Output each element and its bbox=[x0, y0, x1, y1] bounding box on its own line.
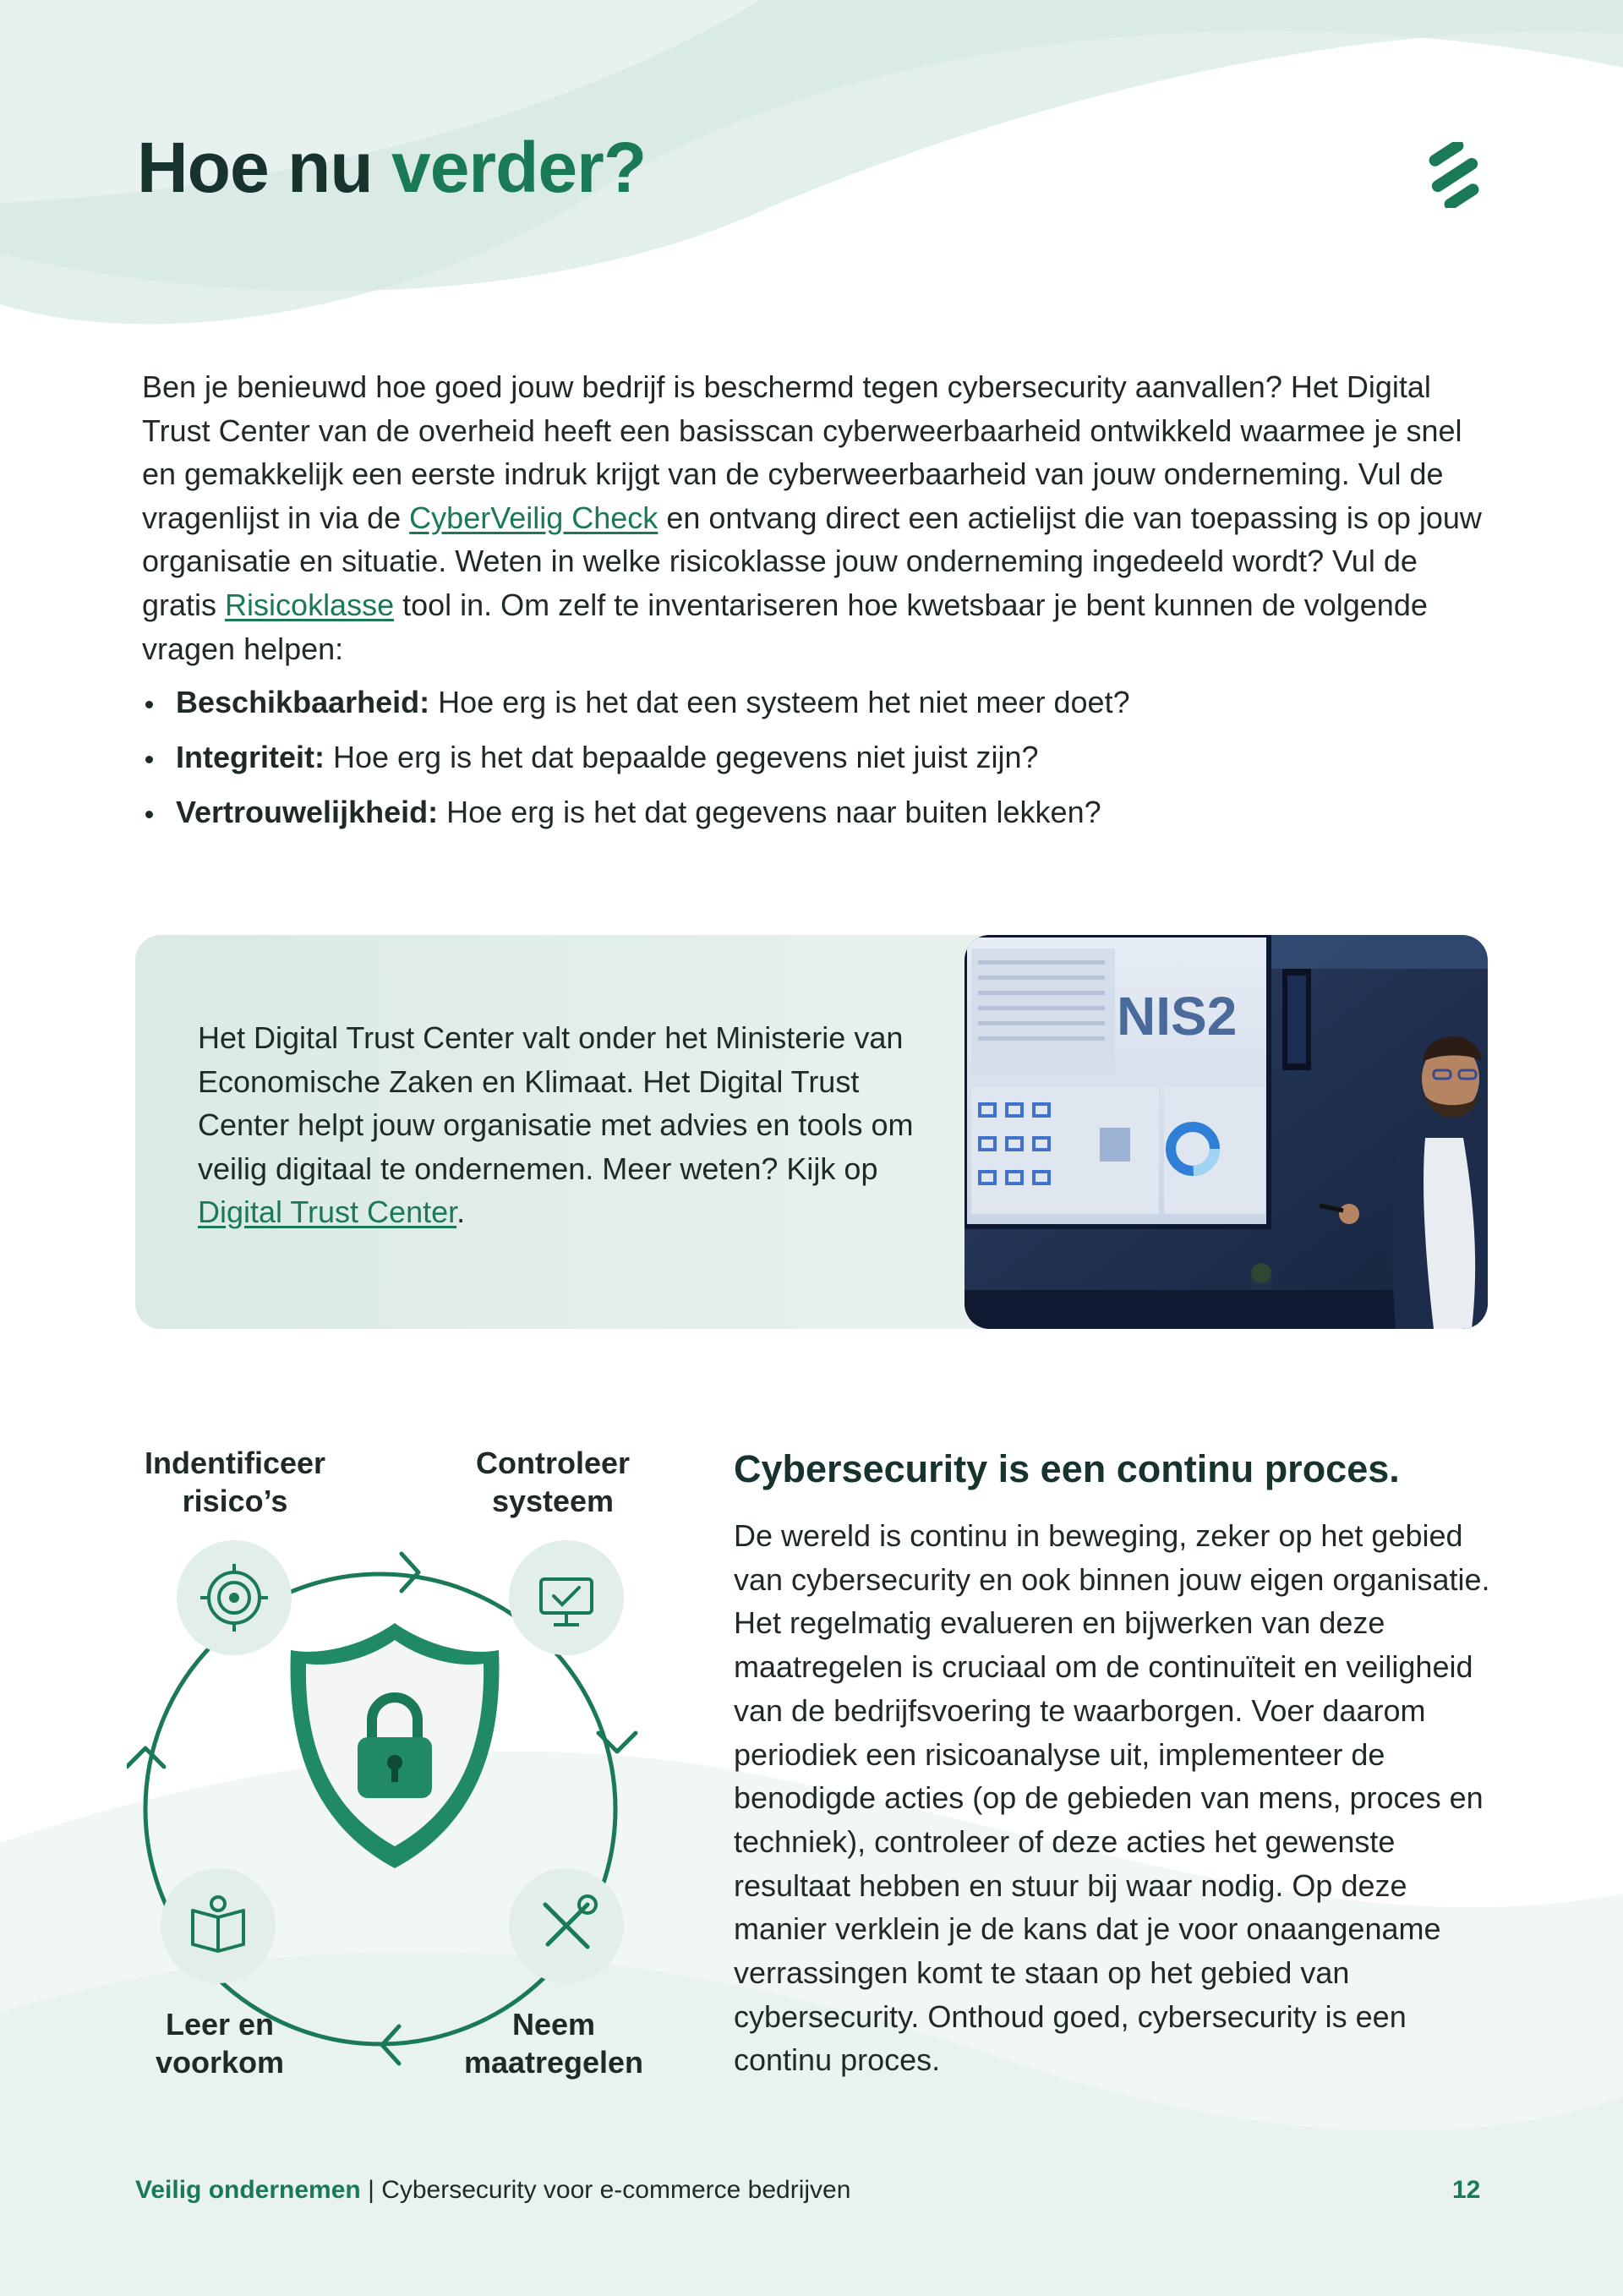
info-text: Het Digital Trust Center valt onder het Ministerie van Economische Zaken en Klimaat. Het Digital Trust Center helpt jouw organisatie met advies en tools om veilig digitaal te ondernemen. Meer weten? Kijk op bbox=[198, 1020, 914, 1186]
arrow-up-icon bbox=[127, 1748, 164, 1767]
digital-trust-center-link[interactable]: Digital Trust Center bbox=[198, 1194, 457, 1230]
footer-separator: | bbox=[360, 2176, 382, 2204]
bullet-text: Hoe erg is het dat gegevens naar buiten lekken? bbox=[438, 795, 1101, 829]
step-identify-label: Indentificeer risico’s bbox=[144, 1446, 326, 1518]
title-part-2: verder? bbox=[391, 128, 647, 207]
footer-subtitle: Cybersecurity voor e-commerce bedrijven bbox=[381, 2176, 851, 2204]
step-learn-label: Leer en voorkom bbox=[155, 2007, 285, 2080]
tools-icon bbox=[509, 1868, 624, 1983]
list-item bbox=[142, 735, 1495, 779]
intro-paragraph bbox=[142, 365, 1495, 670]
footer-brand: Veilig ondernemen bbox=[135, 2176, 361, 2204]
cycle-diagram bbox=[127, 1429, 685, 2096]
page-number: 12 bbox=[1452, 2176, 1481, 2204]
cyberveilig-check-link[interactable]: CyberVeilig Check bbox=[409, 500, 658, 535]
target-icon bbox=[177, 1540, 292, 1655]
arrow-right-icon bbox=[402, 1554, 418, 1591]
list-item bbox=[142, 790, 1495, 834]
intro-text-2: en ontvang direct een actielijst die van toepassing is op jouw organisatie en situatie. Weten in welke risicoklasse jouw onderneming ingedeeld wordt? Vul de gratis bbox=[142, 500, 1482, 622]
shield-lock-icon bbox=[291, 1623, 500, 1868]
presentation-photo bbox=[965, 935, 1488, 1329]
bullet-term: Beschikbaarheid: bbox=[176, 685, 430, 719]
bullet-term: Vertrouwelijkheid: bbox=[176, 795, 439, 829]
process-paragraph: De wereld is continu in beweging, zeker op het gebied van cybersecurity en ook binnen jouw eigen organisatie. Het regelmatig evalueren en bijwerken van deze maatregelen is cruciaal om de continuïteit en veiligheid van de bedrijfsvoering te waarborgen. Voer daarom periodiek een risicoanalyse uit, implementeer de benodigde acties (op de gebieden van mens, proces en techniek), controleer of deze acties het gewenste resultaat hebben en stuur bij waar nodig. Op deze manier verklein je de kans dat je voor onaangename verrassingen komt te staan op het gebied van cybersecurity. Onthoud goed, cybersecurity is een continu proces. bbox=[734, 1518, 1490, 2078]
info-text-end: . bbox=[456, 1194, 466, 1230]
questions-list bbox=[142, 681, 1495, 845]
info-box-text bbox=[198, 1016, 925, 1234]
step-control-label: Controleer systeem bbox=[475, 1446, 631, 1518]
screen-nis2-text: NIS2 bbox=[1117, 986, 1238, 1047]
footer bbox=[135, 2176, 850, 2205]
intro-text-3: tool in. Om zelf te inventariseren hoe kwetsbaar je bent kunnen de volgende vragen helpen: bbox=[142, 587, 1428, 666]
bullet-term: Integriteit: bbox=[176, 740, 325, 774]
risicoklasse-link[interactable]: Risicoklasse bbox=[225, 587, 395, 622]
step-measures-label: Neem maatregelen bbox=[463, 2007, 644, 2080]
page-title bbox=[137, 127, 646, 209]
digital-trust-center-logo-icon bbox=[1420, 142, 1488, 208]
process-heading: Cybersecurity is een continu proces. bbox=[734, 1447, 1400, 1490]
title-part-1: Hoe nu bbox=[137, 128, 373, 207]
info-box bbox=[135, 935, 1488, 1329]
list-item bbox=[142, 681, 1495, 724]
bullet-text: Hoe erg is het dat bepaalde gegevens niet juist zijn? bbox=[325, 740, 1039, 774]
intro-text-1: Ben je benieuwd hoe goed jouw bedrijf is beschermd tegen cybersecurity aanvallen? Het Digital Trust Center van de overheid heeft een basisscan cyberweerbaarheid ontwikkeld waarmee je snel en gemakkelijk een eerste indruk krijgt van de cyberweerbaarheid van jouw onderneming. Vul de vragenlijst in via de bbox=[142, 369, 1462, 535]
book-icon bbox=[161, 1868, 276, 1983]
monitor-check-icon bbox=[509, 1540, 624, 1655]
bullet-text: Hoe erg is het dat een systeem het niet meer doet? bbox=[429, 685, 1130, 719]
